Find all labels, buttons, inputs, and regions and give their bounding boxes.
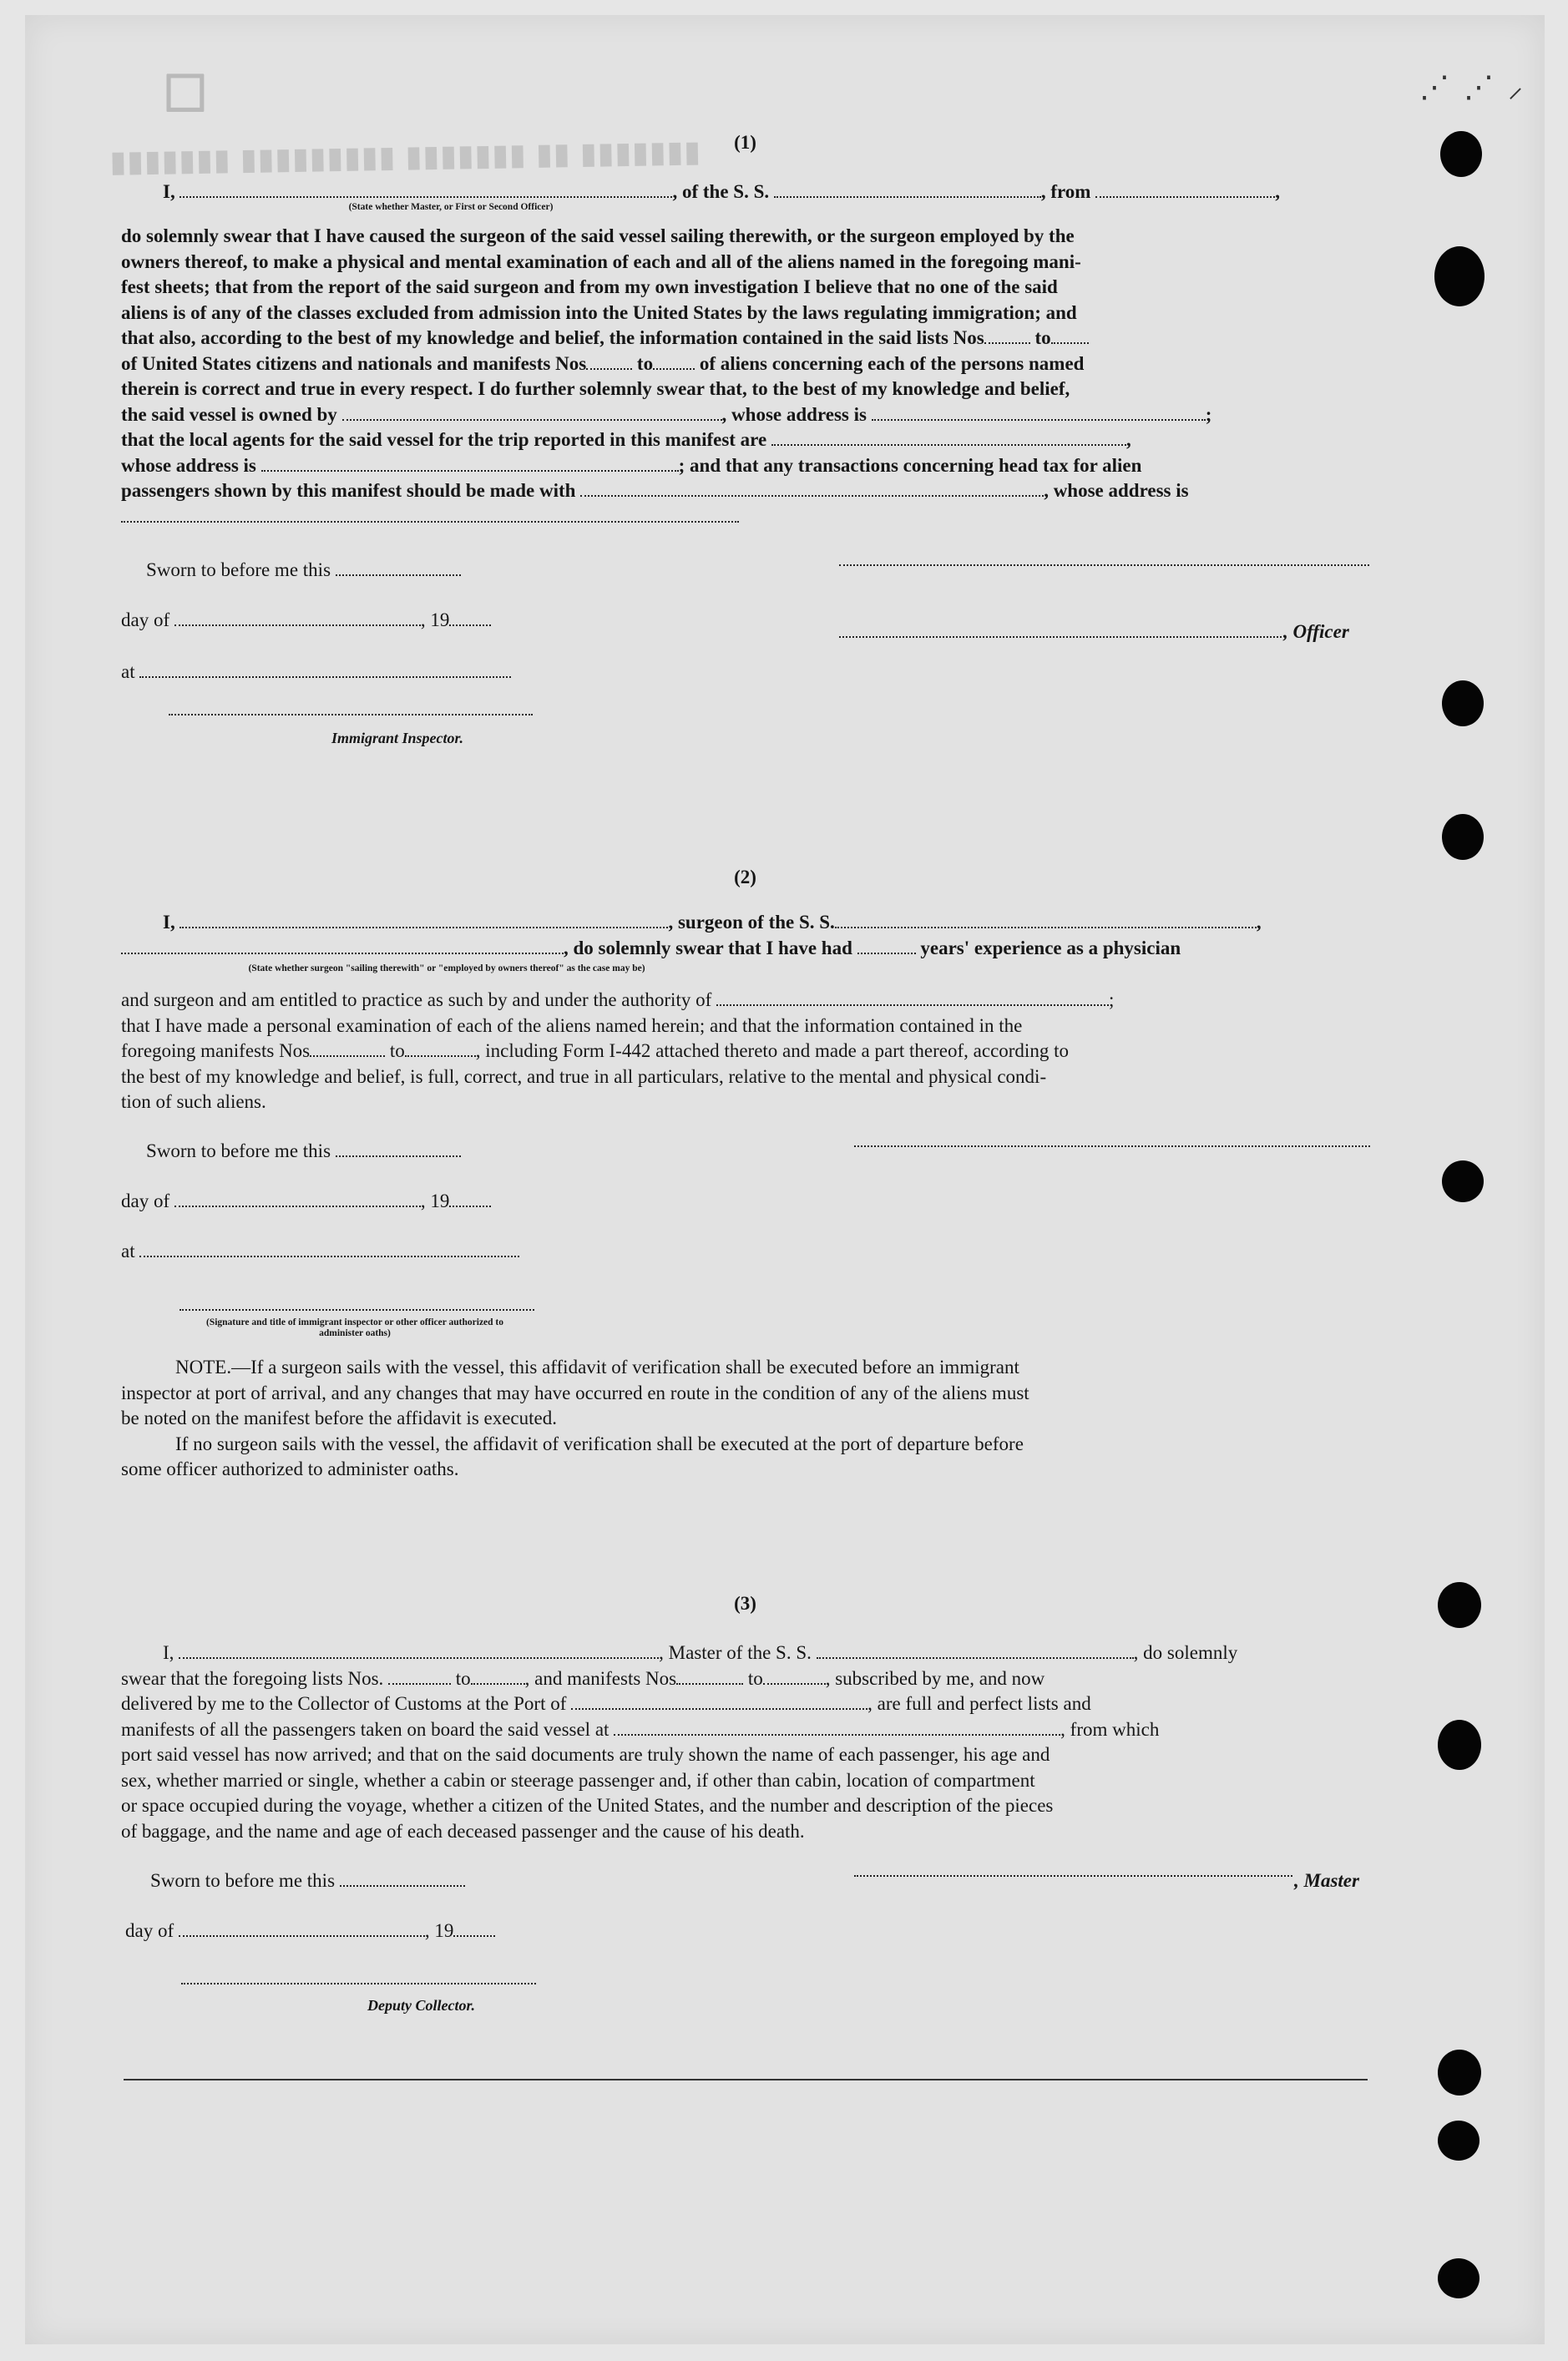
officer-title-line[interactable] [839, 636, 1282, 638]
text-line [121, 504, 1369, 530]
text-line: some officer authorized to administer oaths. [121, 1459, 459, 1479]
punch-hole [1438, 2258, 1479, 2298]
place-field[interactable] [139, 1241, 519, 1257]
text-line: sex, whether married or single, whether a cabin or steerage passenger and, if other than cabin, location of compartment [121, 1769, 1035, 1791]
text-line: or space occupied during the voyage, whether a citizen of the United States, and the number and description of the pieces [121, 1795, 1054, 1816]
text-line: of United States citizens and nationals and manifests Nos to of aliens concerning each of the persons named [121, 352, 1085, 374]
text-line: I, , of the S. S. , from , [163, 181, 1280, 202]
text-line: swear that the foregoing lists Nos. to , and manifests Nos to , subscribed by me, and now [121, 1667, 1045, 1689]
day-line: day of , 19 [125, 1920, 495, 1942]
text-line: that the local agents for the said vessel for the trip reported in this manifest are , [121, 429, 1131, 450]
text-line: the said vessel is owned by , whose address is ; [121, 403, 1212, 425]
text-line: delivered by me to the Collector of Customs at the Port of , are full and perfect lists and [121, 1693, 1091, 1714]
master-signature-line[interactable] [854, 1875, 1292, 1877]
manifests-to-field[interactable] [653, 353, 695, 370]
at-line: at [121, 1241, 519, 1262]
collector-label: Deputy Collector. [367, 1997, 475, 2014]
affidavit-section-1 [121, 125, 1369, 760]
text-line: , do solemnly swear that I have had years' experience as a physician [121, 936, 1369, 962]
field-hint: (State whether surgeon "sailing therewith" or "employed by owners thereof" as the case may be) [248, 963, 645, 973]
year-field[interactable] [453, 1920, 495, 1937]
manifests-to-field[interactable] [405, 1040, 476, 1057]
inspector-label: Immigrant Inspector. [331, 730, 464, 746]
master-name-field[interactable] [179, 1642, 659, 1659]
text-line: aliens is of any of the classes excluded from admission into the United States by the laws regulating immigration; and [121, 301, 1077, 323]
section-number: (2) [734, 867, 756, 887]
sworn-date-field[interactable] [336, 559, 461, 576]
sworn-line: Sworn to before me this [150, 1870, 465, 1892]
year-field[interactable] [449, 609, 491, 626]
punch-hole [1442, 680, 1484, 726]
text-line: passengers shown by this manifest should be made with , whose address is [121, 480, 1189, 501]
owner-field[interactable] [342, 404, 722, 421]
punch-hole [1440, 131, 1482, 177]
affidavit-section-3 [121, 1586, 1369, 2020]
text-line: that I have made a personal examination of each of the aliens named herein; and that the information contained in the [121, 1014, 1023, 1036]
day-line: day of , 19 [121, 1191, 491, 1212]
text-line: therein is correct and true in every respect. I do further solemnly swear that, to the best of my knowledge and belief, [121, 378, 1070, 399]
text-line: and surgeon and am entitled to practice as such by and under the authority of ; [121, 989, 1115, 1010]
punch-hole [1438, 1720, 1481, 1770]
text-line: the best of my knowledge and belief, is full, correct, and true in all particulars, relative to the mental and physical condi- [121, 1065, 1047, 1087]
affidavit-text [121, 910, 1369, 961]
embarkation-port-field[interactable] [614, 1719, 1060, 1736]
day-field[interactable] [175, 609, 421, 626]
manifests-to-field[interactable] [763, 1668, 826, 1685]
surgeon-name-field[interactable] [180, 912, 668, 928]
bottom-rule [124, 2079, 1368, 2080]
affidavit-body [121, 988, 1369, 1115]
years-field[interactable] [857, 938, 916, 954]
text-line: whose address is ; and that any transactions concerning head tax for alien [121, 454, 1142, 476]
surgeon-status-field[interactable] [121, 938, 564, 954]
punch-hole [1442, 1160, 1484, 1202]
ship-name-field[interactable] [835, 912, 1257, 928]
lists-to-field[interactable] [1051, 327, 1089, 344]
affidavit-text [121, 179, 1369, 205]
officer-signature-line[interactable] [839, 564, 1369, 566]
sworn-line: Sworn to before me this [146, 559, 461, 581]
officer-label: , Officer [1283, 621, 1349, 642]
punch-hole [1438, 2121, 1479, 2161]
text-line: foregoing manifests Nos to , including Form I-442 attached thereto and made a part thereof, according to [121, 1040, 1069, 1061]
punch-hole [1434, 246, 1485, 306]
text-line: fest sheets; that from the report of the said surgeon and from my own investigation I believe that no one of the said [121, 276, 1058, 297]
text-line: If no surgeon sails with the vessel, the affidavit of verification shall be executed at the port of departure before [175, 1433, 1024, 1454]
collector-signature-line[interactable] [181, 1983, 536, 1984]
sworn-date-field[interactable] [340, 1870, 465, 1887]
sworn-line: Sworn to before me this [146, 1140, 461, 1162]
master-label: , Master [1294, 1870, 1359, 1891]
text-line: that also, according to the best of my knowledge and belief, the information contained in the said lists Nos to [121, 326, 1369, 351]
affidavit-section-2 [121, 858, 1369, 1493]
text-line: be noted on the manifest before the affidavit is executed. [121, 1408, 557, 1428]
head-tax-address-field[interactable] [121, 506, 739, 523]
manifests-from-field[interactable] [310, 1040, 385, 1057]
ship-name-field[interactable] [774, 181, 1041, 198]
text-line: do solemnly swear that I have caused the surgeon of the said vessel sailing therewith, or the surgeon employed by the [121, 225, 1075, 246]
surgeon-signature-line[interactable] [854, 1145, 1370, 1147]
bleed-through-mark: ☐ [163, 66, 208, 122]
punch-hole [1438, 1582, 1481, 1628]
text-line: tion of such aliens. [121, 1091, 266, 1112]
name-field[interactable] [180, 181, 672, 198]
at-line: at [121, 661, 511, 683]
punch-hole [1442, 814, 1484, 860]
inspector-signature-line[interactable] [180, 1309, 534, 1311]
field-hint: (State whether Master, or First or Second Officer) [348, 202, 554, 212]
agents-address-field[interactable] [261, 455, 679, 472]
day-field[interactable] [179, 1920, 425, 1937]
head-tax-party-field[interactable] [580, 480, 1044, 497]
port-field[interactable] [571, 1693, 867, 1710]
corner-scribble: ⋰ ⋰ ⸝ [1419, 70, 1526, 104]
inspector-signature-line[interactable] [169, 714, 533, 715]
verification-note [121, 1355, 1369, 1483]
punch-hole [1438, 2050, 1481, 2096]
text-line: owners thereof, to make a physical and mental examination of each and all of the aliens named in the foregoing mani- [121, 250, 1081, 272]
text-line: inspector at port of arrival, and any changes that may have occurred en route in the condition of any of the aliens must [121, 1382, 1029, 1403]
lists-to-field[interactable] [471, 1668, 525, 1685]
day-line: day of , 19 [121, 609, 491, 631]
manifests-from-field[interactable] [676, 1668, 743, 1685]
text-line: port said vessel has now arrived; and that on the said documents are truly shown the name of each passenger, his age and [121, 1744, 1050, 1765]
text-line: of baggage, and the name and age of each deceased passenger and the cause of his death. [121, 1820, 805, 1842]
affidavit-body [121, 224, 1369, 529]
lists-from-field[interactable] [388, 1668, 451, 1685]
departure-port-field[interactable] [1095, 181, 1275, 198]
text-line: manifests of all the passengers taken on board the said vessel at , from which [121, 1718, 1160, 1740]
bleed-through-heading: ▮▮▮▮▮▮▮ ▮▮ ▮▮▮▮▮▮▮ ▮▮▮▮▮▮▮▮▮ ▮▮▮▮▮▮▮ [108, 135, 701, 179]
signature-hint: (Signature and title of immigrant inspector or other officer authorized to administer oaths) [205, 1317, 504, 1338]
text-line: I, , surgeon of the S. S. , [163, 912, 1262, 933]
section-number: (3) [734, 1593, 756, 1614]
manifests-from-field[interactable] [586, 353, 632, 370]
place-field[interactable] [139, 661, 511, 678]
sworn-date-field[interactable] [336, 1140, 461, 1157]
authority-field[interactable] [716, 989, 1109, 1006]
year-field[interactable] [449, 1191, 491, 1207]
owner-address-field[interactable] [872, 404, 1206, 421]
affidavit-body [121, 1641, 1369, 1844]
text-line: I, , Master of the S. S. , do solemnly [163, 1642, 1238, 1663]
ship-name-field[interactable] [817, 1642, 1134, 1659]
text-line: NOTE.—If a surgeon sails with the vessel, this affidavit of verification shall be executed before an immigrant [175, 1357, 1019, 1378]
lists-from-field[interactable] [984, 327, 1030, 344]
day-field[interactable] [175, 1191, 421, 1207]
local-agents-field[interactable] [771, 429, 1126, 446]
section-number: (1) [734, 132, 756, 153]
